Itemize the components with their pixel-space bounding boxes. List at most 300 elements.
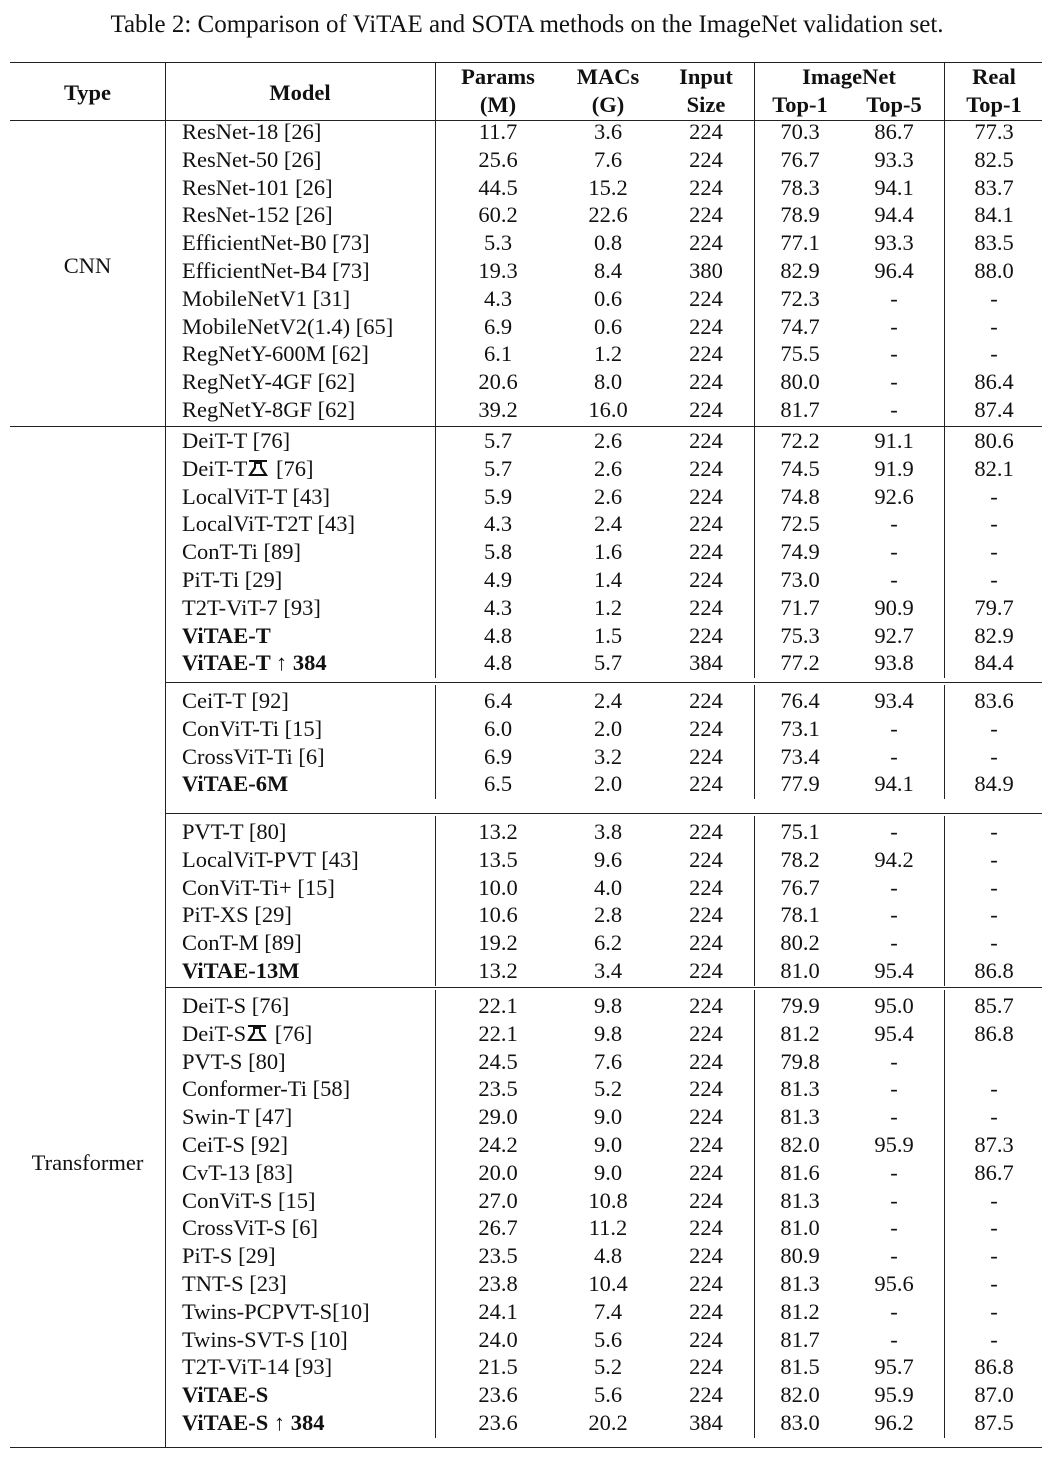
input-size-value: 224 xyxy=(689,874,723,900)
model-name: CrossViT-S [6] xyxy=(182,1215,318,1241)
input-size-value: 224 xyxy=(689,1326,723,1352)
macs-value: 0.6 xyxy=(593,313,623,339)
vertical-rule xyxy=(435,63,436,120)
model-name: ConViT-S [15] xyxy=(182,1187,316,1213)
model-name: Twins-SVT-S [10] xyxy=(182,1326,348,1352)
real-top1-value: 82.9 xyxy=(974,622,1014,648)
imagenet-top1-value: 78.2 xyxy=(780,846,820,872)
imagenet-top5-value: 93.4 xyxy=(874,688,914,713)
input-size-value: 224 xyxy=(689,539,723,565)
imagenet-top5-value: - xyxy=(890,567,898,592)
macs-value: 20.2 xyxy=(588,1410,628,1435)
input-size-value: 380 xyxy=(689,258,723,283)
input-size-value: 224 xyxy=(689,455,723,481)
imagenet-top5-value: 95.7 xyxy=(874,1354,914,1380)
imagenet-top5-value: 91.1 xyxy=(874,428,914,453)
model-name-ref: [76] xyxy=(270,455,314,481)
params-value: 13.2 xyxy=(478,958,518,983)
input-size-value: 224 xyxy=(689,483,723,509)
imagenet-top5-value: - xyxy=(890,1048,898,1074)
imagenet-top1-value: 82.0 xyxy=(780,1382,820,1408)
params-value: 23.5 xyxy=(478,1076,518,1102)
params-value: 4.9 xyxy=(483,567,513,592)
macs-value: 5.2 xyxy=(593,1354,623,1380)
real-top1-value: - xyxy=(990,819,998,844)
imagenet-top5-value: 93.3 xyxy=(874,146,914,172)
params-value: 22.1 xyxy=(478,993,518,1018)
imagenet-top1-value: 77.1 xyxy=(780,230,820,256)
macs-value: 22.6 xyxy=(588,202,628,228)
model-name: DeiT-T [76] xyxy=(182,428,291,453)
real-top1-value: - xyxy=(990,1298,998,1324)
header-input: Input xyxy=(679,64,733,89)
imagenet-top5-value: - xyxy=(890,341,898,367)
imagenet-top1-value: 81.3 xyxy=(780,1104,820,1130)
header-imagenet: ImageNet xyxy=(802,64,896,89)
imagenet-top5-value: 95.9 xyxy=(874,1382,914,1408)
real-top1-value: - xyxy=(990,1271,998,1296)
input-size-value: 224 xyxy=(689,174,723,200)
imagenet-top5-value: - xyxy=(890,819,898,844)
input-size-value: 224 xyxy=(689,1187,723,1213)
real-top1-value: 86.8 xyxy=(974,1354,1014,1380)
input-size-value: 384 xyxy=(689,1410,723,1435)
header-imagenet-top5: Top-5 xyxy=(866,92,922,117)
params-value: 13.2 xyxy=(478,819,518,844)
imagenet-top1-value: 82.9 xyxy=(780,258,820,283)
macs-value: 0.6 xyxy=(593,285,623,311)
real-top1-value: 79.7 xyxy=(974,594,1014,620)
model-name: MobileNetV2(1.4) [65] xyxy=(182,313,394,339)
imagenet-top5-value: - xyxy=(890,539,898,565)
params-value: 22.1 xyxy=(478,1020,518,1046)
imagenet-top5-value: - xyxy=(890,1215,898,1241)
imagenet-top5-value: 94.1 xyxy=(874,771,914,797)
input-size-value: 224 xyxy=(689,902,723,928)
model-name: LocalViT-PVT [43] xyxy=(182,846,359,872)
header-model: Model xyxy=(269,80,331,105)
params-value: 11.7 xyxy=(478,119,518,144)
params-value: 24.5 xyxy=(478,1048,518,1074)
params-value: 5.7 xyxy=(483,428,513,453)
imagenet-top1-value: 80.0 xyxy=(780,369,820,395)
real-top1-value: 85.7 xyxy=(974,993,1014,1018)
real-top1-value: 83.6 xyxy=(974,688,1014,713)
model-name: Swin-T [47] xyxy=(182,1104,293,1130)
params-value: 5.8 xyxy=(483,539,513,565)
params-value: 60.2 xyxy=(478,202,518,228)
imagenet-top5-value: 92.7 xyxy=(874,622,914,648)
params-value: 23.6 xyxy=(478,1382,518,1408)
params-value: 20.0 xyxy=(478,1159,518,1185)
imagenet-top5-value: - xyxy=(890,1076,898,1102)
model-name: CrossViT-Ti [6] xyxy=(182,743,325,769)
input-size-value: 224 xyxy=(689,397,723,422)
model-name: ResNet-152 [26] xyxy=(182,202,333,228)
model-name: ConT-M [89] xyxy=(182,930,302,956)
model-name: RegNetY-8GF [62] xyxy=(182,397,356,422)
vertical-rule xyxy=(435,425,436,678)
macs-value: 15.2 xyxy=(588,174,628,200)
model-name: ConViT-Ti [15] xyxy=(182,715,323,741)
real-top1-value: 86.8 xyxy=(974,1020,1014,1046)
input-size-value: 224 xyxy=(689,230,723,256)
imagenet-top5-value: 95.4 xyxy=(874,958,914,983)
real-top1-value: 82.1 xyxy=(974,455,1014,481)
type-label-cnn: CNN xyxy=(63,253,112,278)
imagenet-top5-value: - xyxy=(890,902,898,928)
model-name: PiT-Ti [29] xyxy=(182,567,283,592)
macs-value: 16.0 xyxy=(588,397,628,422)
real-top1-value: 80.6 xyxy=(974,428,1014,453)
params-value: 5.3 xyxy=(483,230,513,256)
header-macs-unit: (G) xyxy=(591,92,625,117)
real-top1-value xyxy=(946,1048,1042,1076)
imagenet-top1-value: 77.2 xyxy=(780,650,820,676)
real-top1-value: - xyxy=(990,846,998,872)
params-value: 4.3 xyxy=(483,511,513,537)
vertical-rule xyxy=(944,116,945,425)
vertical-rule xyxy=(754,425,755,678)
imagenet-top1-value: 78.9 xyxy=(780,202,820,228)
input-size-value: 224 xyxy=(689,285,723,311)
input-size-value: 224 xyxy=(689,428,723,453)
macs-value: 5.7 xyxy=(593,650,623,676)
imagenet-top1-value: 81.2 xyxy=(780,1020,820,1046)
model-name: PVT-T [80] xyxy=(182,819,287,844)
input-size-value: 224 xyxy=(689,771,723,797)
imagenet-top1-value: 72.2 xyxy=(780,428,820,453)
params-value: 19.2 xyxy=(478,930,518,956)
vertical-rule xyxy=(435,685,436,799)
params-value: 10.0 xyxy=(478,874,518,900)
imagenet-top5-value: 94.4 xyxy=(874,202,914,228)
imagenet-top5-value: - xyxy=(890,397,898,422)
imagenet-top5-value: - xyxy=(890,930,898,956)
macs-value: 7.6 xyxy=(593,1048,623,1074)
model-name-base: DeiT-T xyxy=(182,455,248,481)
macs-value: 5.6 xyxy=(593,1382,623,1408)
params-value: 21.5 xyxy=(478,1354,518,1380)
params-value: 4.3 xyxy=(483,285,513,311)
model-name-base: DeiT-S xyxy=(182,1020,247,1046)
imagenet-top1-value: 76.4 xyxy=(780,688,820,713)
real-top1-value: 87.5 xyxy=(974,1410,1014,1435)
input-size-value: 224 xyxy=(689,930,723,956)
macs-value: 1.4 xyxy=(593,567,623,592)
imagenet-top5-value: - xyxy=(890,1159,898,1185)
params-value: 19.3 xyxy=(478,258,518,283)
params-value: 26.7 xyxy=(478,1215,518,1241)
real-top1-value: 88.0 xyxy=(974,258,1014,283)
vertical-rule xyxy=(754,63,755,120)
model-name: PiT-XS [29] xyxy=(182,902,292,928)
input-size-value: 224 xyxy=(689,567,723,592)
input-size-value: 224 xyxy=(689,1048,723,1074)
imagenet-top1-value: 73.0 xyxy=(780,567,820,592)
real-top1-value: - xyxy=(990,567,998,592)
vertical-rule xyxy=(435,990,436,1438)
macs-value: 9.0 xyxy=(593,1104,623,1130)
model-name: CeiT-S [92] xyxy=(182,1132,289,1157)
imagenet-top1-value: 74.9 xyxy=(780,539,820,565)
macs-value: 9.8 xyxy=(593,993,623,1018)
model-name: T2T-ViT-7 [93] xyxy=(182,594,321,620)
input-size-value: 224 xyxy=(689,369,723,395)
imagenet-top5-value: 95.0 xyxy=(874,993,914,1018)
params-value: 6.9 xyxy=(483,743,513,769)
real-top1-value: 83.5 xyxy=(974,230,1014,256)
imagenet-top1-value: 72.3 xyxy=(780,285,820,311)
params-value: 4.3 xyxy=(483,594,513,620)
params-value: 20.6 xyxy=(478,369,518,395)
real-top1-value: - xyxy=(990,743,998,769)
group-rule xyxy=(165,987,1042,988)
model-name xyxy=(182,455,422,483)
params-value: 6.4 xyxy=(483,688,513,713)
imagenet-top1-value: 80.9 xyxy=(780,1243,820,1269)
imagenet-top5-value: 96.2 xyxy=(874,1410,914,1435)
params-value: 24.2 xyxy=(478,1132,518,1157)
real-top1-value: - xyxy=(990,313,998,339)
imagenet-top1-value: 73.4 xyxy=(780,743,820,769)
macs-value: 11.2 xyxy=(588,1215,628,1241)
macs-value: 2.0 xyxy=(593,715,623,741)
input-size-value: 224 xyxy=(689,1271,723,1296)
macs-value: 2.8 xyxy=(593,902,623,928)
macs-value: 10.8 xyxy=(588,1187,628,1213)
imagenet-top5-value: - xyxy=(890,874,898,900)
input-size-value: 224 xyxy=(689,1382,723,1408)
input-size-value: 224 xyxy=(689,202,723,228)
real-top1-value: 83.7 xyxy=(974,174,1014,200)
real-top1-value: - xyxy=(990,930,998,956)
model-name: ResNet-50 [26] xyxy=(182,146,322,172)
real-top1-value: - xyxy=(990,1187,998,1213)
imagenet-top5-value: 96.4 xyxy=(874,258,914,283)
table-caption: Table 2: Comparison of ViTAE and SOTA methods on the ImageNet validation set. xyxy=(110,11,944,38)
vertical-rule xyxy=(754,116,755,425)
model-name: LocalViT-T [43] xyxy=(182,483,330,509)
real-top1-value: - xyxy=(990,539,998,565)
params-value: 29.0 xyxy=(478,1104,518,1130)
vertical-rule xyxy=(944,425,945,678)
imagenet-top5-value: - xyxy=(890,369,898,395)
vertical-rule xyxy=(435,116,436,425)
params-value: 6.0 xyxy=(483,715,513,741)
imagenet-top5-value: - xyxy=(890,1326,898,1352)
input-size-value: 224 xyxy=(689,511,723,537)
model-name: Twins-PCPVT-S[10] xyxy=(182,1298,370,1324)
imagenet-top5-value: - xyxy=(890,285,898,311)
real-top1-value: - xyxy=(990,715,998,741)
model-name: PVT-S [80] xyxy=(182,1048,286,1074)
imagenet-top1-value: 71.7 xyxy=(780,594,820,620)
model-name: ViTAE-T xyxy=(182,622,271,648)
macs-value: 2.6 xyxy=(593,428,623,453)
input-size-value: 224 xyxy=(689,1215,723,1241)
params-value: 24.0 xyxy=(478,1326,518,1352)
imagenet-top5-value: - xyxy=(890,715,898,741)
real-top1-value: - xyxy=(990,483,998,509)
imagenet-top5-value: 91.9 xyxy=(874,455,914,481)
imagenet-top5-value: 86.7 xyxy=(874,119,914,144)
imagenet-top5-value: 90.9 xyxy=(874,594,914,620)
imagenet-top5-value: 94.2 xyxy=(874,846,914,872)
params-value: 6.9 xyxy=(483,313,513,339)
imagenet-top5-value: - xyxy=(890,511,898,537)
imagenet-top1-value: 75.5 xyxy=(780,341,820,367)
imagenet-top1-value: 79.9 xyxy=(780,993,820,1018)
imagenet-top5-value: 95.4 xyxy=(874,1020,914,1046)
macs-value: 3.2 xyxy=(593,743,623,769)
vertical-rule xyxy=(754,990,755,1438)
imagenet-top1-value: 77.9 xyxy=(780,771,820,797)
macs-value: 9.0 xyxy=(593,1132,623,1157)
header-params: Params xyxy=(461,64,535,89)
real-top1-value: 82.5 xyxy=(974,146,1014,172)
imagenet-top1-value: 74.8 xyxy=(780,483,820,509)
input-size-value: 224 xyxy=(689,993,723,1018)
header-real-top1: Top-1 xyxy=(966,92,1022,117)
macs-value: 2.4 xyxy=(593,688,623,713)
params-value: 6.5 xyxy=(483,771,513,797)
macs-value: 1.5 xyxy=(593,622,623,648)
input-size-value: 224 xyxy=(689,715,723,741)
model-name: MobileNetV1 [31] xyxy=(182,285,351,311)
imagenet-top5-value: 95.9 xyxy=(874,1132,914,1157)
macs-value: 3.4 xyxy=(593,958,623,983)
imagenet-top1-value: 72.5 xyxy=(780,511,820,537)
macs-value: 9.6 xyxy=(593,846,623,872)
imagenet-top1-value: 81.2 xyxy=(780,1298,820,1324)
model-name: LocalViT-T2T [43] xyxy=(182,511,355,537)
macs-value: 7.6 xyxy=(593,146,623,172)
imagenet-top1-value: 81.0 xyxy=(780,958,820,983)
real-top1-value: - xyxy=(990,511,998,537)
macs-value: 10.4 xyxy=(588,1271,628,1296)
input-size-value: 224 xyxy=(689,819,723,844)
macs-value: 5.6 xyxy=(593,1326,623,1352)
model-name: ViTAE-6M xyxy=(182,771,289,797)
model-name: ConT-Ti [89] xyxy=(182,539,301,565)
model-name: ViTAE-T ↑ 384 xyxy=(182,650,327,676)
imagenet-top1-value: 81.3 xyxy=(780,1187,820,1213)
model-name: EfficientNet-B0 [73] xyxy=(182,230,370,256)
imagenet-top1-value: 81.0 xyxy=(780,1215,820,1241)
imagenet-top5-value: - xyxy=(890,1298,898,1324)
params-value: 24.1 xyxy=(478,1298,518,1324)
imagenet-top5-value: - xyxy=(890,1104,898,1130)
vertical-rule xyxy=(944,685,945,799)
model-name: EfficientNet-B4 [73] xyxy=(182,258,370,283)
input-size-value: 224 xyxy=(689,1298,723,1324)
vertical-rule xyxy=(944,816,945,986)
input-size-value: 224 xyxy=(689,1104,723,1130)
real-top1-value: - xyxy=(990,285,998,311)
distillation-flask-icon xyxy=(247,458,269,478)
imagenet-top5-value: - xyxy=(890,1243,898,1269)
model-name: CeiT-T [92] xyxy=(182,688,289,713)
imagenet-top1-value: 81.7 xyxy=(780,397,820,422)
real-top1-value: - xyxy=(990,341,998,367)
imagenet-top1-value: 76.7 xyxy=(780,146,820,172)
macs-value: 7.4 xyxy=(593,1298,623,1324)
input-size-value: 224 xyxy=(689,1076,723,1102)
imagenet-top1-value: 79.8 xyxy=(780,1048,820,1074)
input-size-value: 224 xyxy=(689,119,723,144)
model-name: ViTAE-13M xyxy=(182,958,300,983)
macs-value: 9.0 xyxy=(593,1159,623,1185)
input-size-value: 224 xyxy=(689,1159,723,1185)
input-size-value: 224 xyxy=(689,313,723,339)
vertical-rule xyxy=(165,118,166,1448)
model-name: Conformer-Ti [58] xyxy=(182,1076,351,1102)
horizontal-rule xyxy=(10,1447,1042,1448)
input-size-value: 384 xyxy=(689,650,723,676)
real-top1-value: 84.9 xyxy=(974,771,1014,797)
imagenet-top1-value: 74.7 xyxy=(780,313,820,339)
input-size-value: 224 xyxy=(689,622,723,648)
params-value: 23.5 xyxy=(478,1243,518,1269)
params-value: 4.8 xyxy=(483,622,513,648)
model-name: ResNet-18 [26] xyxy=(182,119,322,144)
input-size-value: 224 xyxy=(689,958,723,983)
params-value: 23.6 xyxy=(478,1410,518,1435)
model-name: T2T-ViT-14 [93] xyxy=(182,1354,333,1380)
imagenet-top1-value: 81.5 xyxy=(780,1354,820,1380)
real-top1-value: - xyxy=(990,1076,998,1102)
model-name: DeiT-S [76] xyxy=(182,993,290,1018)
params-value: 13.5 xyxy=(478,846,518,872)
real-top1-value: 84.4 xyxy=(974,650,1014,676)
imagenet-top5-value: 94.1 xyxy=(874,174,914,200)
input-size-value: 224 xyxy=(689,1132,723,1157)
group-rule xyxy=(165,813,1042,814)
imagenet-top1-value: 75.3 xyxy=(780,622,820,648)
model-name: RegNetY-600M [62] xyxy=(182,341,369,367)
group-rule xyxy=(165,682,1042,683)
distillation-flask-icon xyxy=(246,1023,268,1043)
macs-value: 2.6 xyxy=(593,455,623,481)
imagenet-top1-value: 81.3 xyxy=(780,1076,820,1102)
model-name: PiT-S [29] xyxy=(182,1243,276,1269)
real-top1-value: 86.7 xyxy=(974,1159,1014,1185)
header-imagenet-top1: Top-1 xyxy=(772,92,828,117)
macs-value: 8.4 xyxy=(593,258,623,283)
vertical-rule xyxy=(944,990,945,1438)
macs-value: 2.0 xyxy=(593,771,623,797)
input-size-value: 224 xyxy=(689,1020,723,1046)
params-value: 39.2 xyxy=(478,397,518,422)
imagenet-top1-value: 78.3 xyxy=(780,174,820,200)
header-input-size: Size xyxy=(686,92,726,117)
model-name: ViTAE-S ↑ 384 xyxy=(182,1410,325,1435)
real-top1-value: - xyxy=(990,902,998,928)
imagenet-top1-value: 74.5 xyxy=(780,455,820,481)
params-value: 44.5 xyxy=(478,174,518,200)
macs-value: 2.4 xyxy=(593,511,623,537)
input-size-value: 224 xyxy=(689,743,723,769)
params-value: 25.6 xyxy=(478,146,518,172)
imagenet-top5-value: - xyxy=(890,743,898,769)
real-top1-value: - xyxy=(990,874,998,900)
real-top1-value: 77.3 xyxy=(974,119,1014,144)
model-name: CvT-13 [83] xyxy=(182,1159,294,1185)
real-top1-value: 87.0 xyxy=(974,1382,1014,1408)
imagenet-top1-value: 80.2 xyxy=(780,930,820,956)
imagenet-top5-value: 92.6 xyxy=(874,483,914,509)
